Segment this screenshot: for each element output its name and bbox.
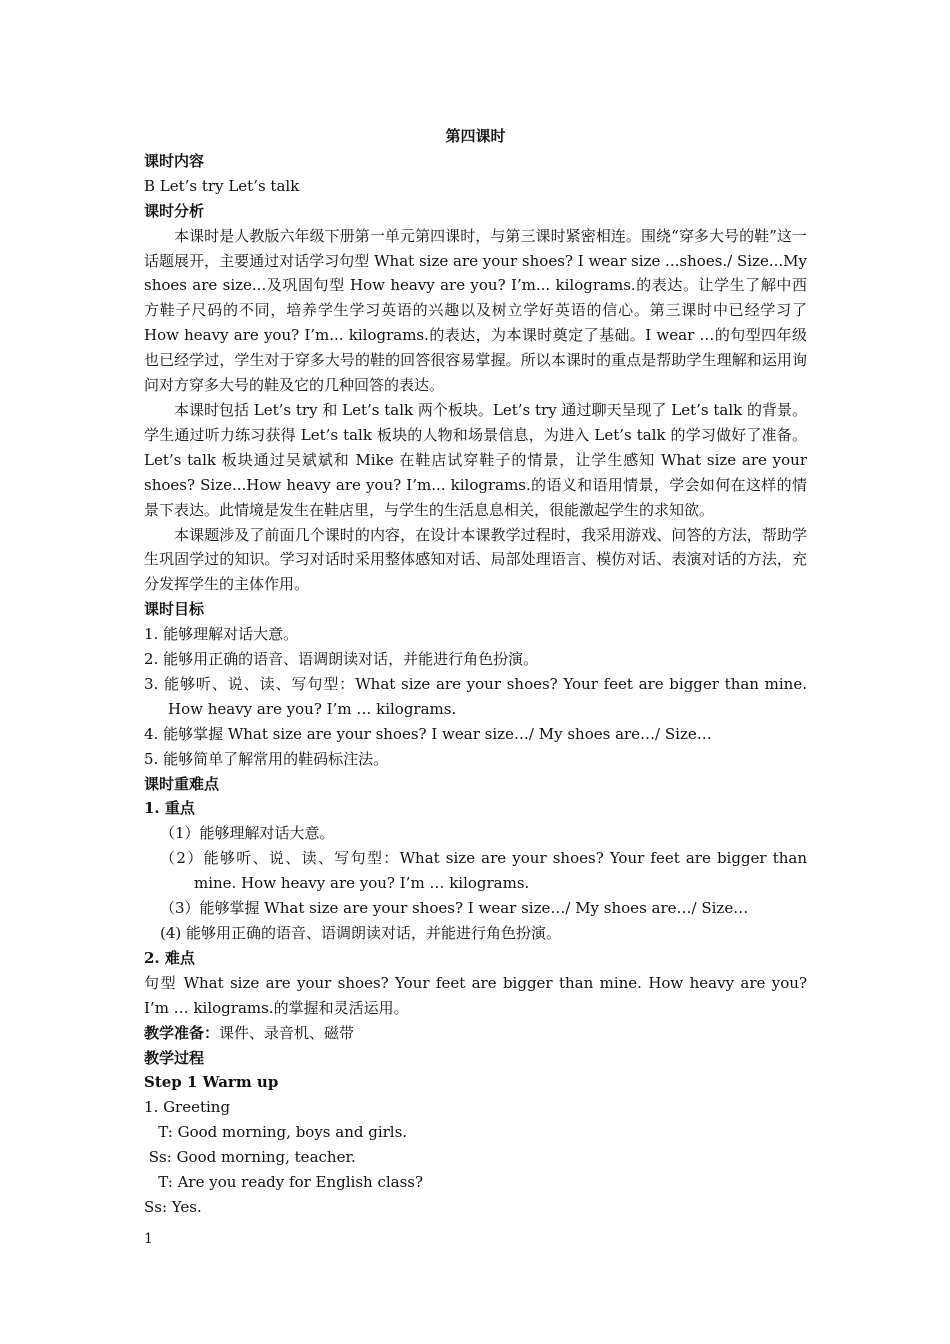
step-item: 1. Greeting	[144, 1098, 231, 1117]
dialog-line: T: Good morning, boys and girls.	[144, 1123, 408, 1142]
difficult-heading: 2. 难点	[144, 948, 195, 967]
prep-text: 课件、录音机、磁带	[219, 1023, 355, 1042]
goal-item: 2. 能够用正确的语音、语调朗读对话，并能进行角色扮演。	[144, 650, 539, 669]
goal-item: 1. 能够理解对话大意。	[144, 625, 299, 644]
content-text: B Let’s try Let’s talk	[144, 176, 300, 195]
key-heading: 1. 重点	[144, 799, 195, 818]
dialog-line: Ss: Good morning, teacher.	[144, 1148, 356, 1167]
goal-item: 5. 能够简单了解常用的鞋码标注法。	[144, 749, 389, 768]
keypoints-heading: 课时重难点	[144, 774, 220, 793]
key-item: (4) 能够用正确的语音、语调朗读对话，并能进行角色扮演。	[160, 924, 562, 942]
process-heading: 教学过程	[144, 1048, 205, 1067]
content-heading: 课时内容	[144, 151, 205, 170]
dialog-line: T: Are you ready for English class?	[144, 1173, 424, 1192]
analysis-paragraph: 本课题涉及了前面几个课时的内容，在设计本课教学过程时，我采用游戏、问答的方法，帮助学生巩固学过的知识。学习对话时采用整体感知对话、局部处理语言、模仿对话、表演对话的方法，充分发挥学生的主体作用。	[144, 525, 807, 594]
dialog-line: Ss: Yes.	[144, 1197, 202, 1216]
goals-heading: 课时目标	[144, 600, 205, 619]
lesson-title: 第四课时	[445, 127, 506, 145]
goal-item: 3. 能够听、说、读、写句型：What size are your shoes? Your feet are bigger than mine. How heavy are you? I’m … kilograms.	[144, 674, 807, 718]
difficult-text: 句型 What size are your shoes? Your feet are bigger than mine. How heavy are you? I’m … kilograms.的掌握和灵活运用。	[144, 973, 807, 1017]
step-heading: Step 1 Warm up	[144, 1073, 279, 1092]
goal-item: 4. 能够掌握 What size are your shoes? I wear size…/ My shoes are…/ Size…	[144, 724, 712, 743]
key-item: （1）能够理解对话大意。	[160, 824, 335, 843]
prep-line	[144, 1021, 807, 1046]
document-page	[144, 124, 807, 1220]
key-item: （3）能够掌握 What size are your shoes? I wear size…/ My shoes are…/ Size…	[160, 899, 749, 918]
prep-label: 教学准备：	[144, 1023, 220, 1042]
page-number: 1	[144, 1231, 153, 1247]
key-item: （2）能够听、说、读、写句型：What size are your shoes? Your feet are bigger than mine. How heavy are you? I’m … kilograms.	[160, 849, 807, 893]
analysis-paragraph: 本课时包括 Let’s try 和 Let’s talk 两个板块。Let’s try 通过聊天呈现了 Let’s talk 的背景。学生通过听力练习获得 Let’s talk 板块的人物和场景信息，为进入 Let’s talk 的学习做好了准备。Let’s talk 板块通过吴斌斌和 Mike 在鞋店试穿鞋子的情景，让学生感知 What size are your shoes? Size...How heavy are you? I’m... kilograms.的语义和语用情景，学会如何在这样的情景下表达。此情境是发生在鞋店里，与学生的生活息息相关，很能激起学生的求知欲。	[144, 400, 807, 519]
analysis-paragraph: 本课时是人教版六年级下册第一单元第四课时，与第三课时紧密相连。围绕“穿多大号的鞋”这一话题展开，主要通过对话学习句型 What size are your shoes? I wear size ...shoes./ Size...My shoes are size...及巩固句型 How heavy are you? I’m... kilograms.的表达。让学生了解中西方鞋子尺码的不同，培养学生学习英语的兴趣以及树立学好英语的信心。第三课时中已经学习了 How heavy are you? I’m... kilograms.的表达，为本课时奠定了基础。I wear …的句型四年级也已经学过，学生对于穿多大号的鞋的回答很容易掌握。所以本课时的重点是帮助学生理解和运用询问对方穿多大号的鞋及它的几种回答的表达。	[144, 226, 807, 395]
analysis-heading: 课时分析	[144, 201, 205, 220]
